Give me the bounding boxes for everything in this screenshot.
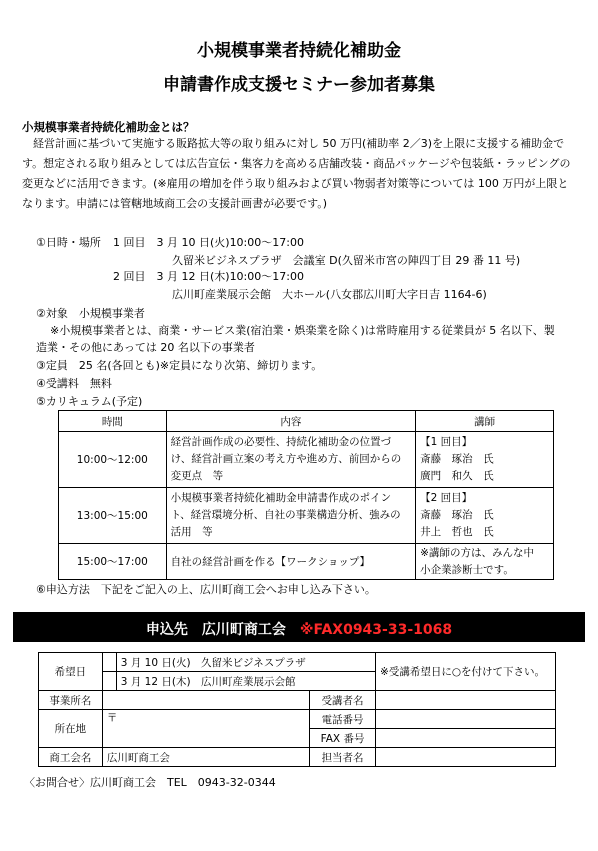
title-line2: 申請書作成支援セミナー参加者募集 (163, 75, 435, 95)
target-note1: ※小規模事業者とは、商業・サービス業(宿泊業・娯楽業を除く)は常時雇用する従業員が 5 名以下、製 (50, 324, 555, 337)
curriculum-time: 15:00～17:00 (59, 544, 167, 580)
curriculum-header-time: 時間 (59, 411, 167, 432)
schedule-session2-date: 2 回目 3 月 12 日(木)10:00～17:00 (113, 270, 304, 283)
schedule-session2-place: 広川町産業展示会館 大ホール(八女郡広川町大字日吉 1164-6) (172, 288, 487, 301)
lecturer-line: 斎藤 琢治 氏 (420, 509, 494, 521)
curriculum-lecturer (416, 544, 554, 580)
chamber-name-label: 商工会名 (39, 748, 103, 767)
curriculum-lecturer (416, 432, 554, 488)
phone-label: 電話番号 (310, 710, 376, 729)
lecturer-line: 井上 哲也 氏 (420, 526, 494, 538)
postal-mark: 〒 (106, 712, 118, 724)
fax-label: FAX 番号 (310, 729, 376, 748)
banner-text (13, 619, 585, 639)
hope-date-note: ※受講希望日に○を付けて下さい。 (376, 653, 556, 691)
address-label: 所在地 (39, 710, 103, 748)
hope-option2-label: 3 月 12 日(木) 広川町産業展示会館 (116, 672, 375, 691)
banner-label: 申込先 広川町商工会 (145, 622, 286, 638)
table-row (59, 432, 554, 488)
apply-method: ⑥申込方法 下記をご記入の上、広川町商工会へお申し込み下さい。 (36, 583, 376, 596)
attendee-name-label: 受講者名 (310, 691, 376, 710)
schedule-label: ①日時・場所 (36, 236, 101, 249)
lecturer-line: 【1 回目】 (420, 436, 473, 448)
hope-option2-check[interactable] (102, 672, 116, 691)
target-label: ②対象 小規模事業者 (36, 307, 145, 320)
curriculum-time: 10:00～12:00 (59, 432, 167, 488)
address-field[interactable] (102, 710, 309, 748)
hope-option1-label: 3 月 10 日(火) 久留米ビジネスプラザ (116, 653, 375, 672)
company-name-label: 事業所名 (39, 691, 103, 710)
curriculum-header-lecturer: 講師 (416, 411, 554, 432)
application-banner (13, 612, 585, 642)
footer-contact: 〈お問合せ〉広川町商工会 TEL 0943-32-0344 (24, 776, 276, 789)
lecturer-line: 【2 回目】 (420, 492, 473, 504)
fax-field[interactable] (376, 729, 556, 748)
curriculum-content: 経営計画作成の必要性、持続化補助金の位置づけ、経営計画立案の考え方や進め方、前回からの変更点 等 (166, 432, 416, 488)
application-form (38, 652, 556, 767)
curriculum-lecturer (416, 488, 554, 544)
hope-date-label: 希望日 (39, 653, 103, 691)
lecturer-line: 廣門 和久 氏 (420, 470, 494, 482)
lecturer-line: ※講師の方は、みんな中 (420, 546, 534, 559)
company-name-field[interactable] (102, 691, 309, 710)
curriculum-content: 小規模事業者持続化補助金申請書作成のポイント、経営環境分析、自社の事業構造分析、強みの活用 等 (166, 488, 416, 544)
attendee-name-field[interactable] (376, 691, 556, 710)
chamber-name-value: 広川町商工会 (102, 748, 309, 767)
schedule-session1-date: 1 回目 3 月 10 日(火)10:00～17:00 (113, 236, 304, 249)
capacity: ③定員 25 名(各回とも)※定員になり次第、締切ります。 (36, 359, 323, 372)
contact-person-label: 担当者名 (310, 748, 376, 767)
curriculum-content: 自社の経営計画を作る【ワークショップ】 (166, 544, 416, 580)
contact-person-field[interactable] (376, 748, 556, 767)
table-row (59, 544, 554, 580)
curriculum-header-row (59, 411, 554, 432)
phone-field[interactable] (376, 710, 556, 729)
curriculum-label: ⑤カリキュラム(予定) (36, 395, 143, 408)
intro-heading: 小規模事業者持続化補助金とは？ (22, 120, 195, 134)
lecturer-line: 斎藤 琢治 氏 (420, 453, 494, 465)
intro-body: 経営計画に基づいて実施する販路拡大等の取り組みに対し 50 万円(補助率 2／3)を上限に支援する補助金です。想定される取り組みとしては広告宣伝・集客力を高める店舗改装・商品パッケージや包装紙・ラッピングの変更などに活用できます。(※雇用の増加を伴う取り組みおよび買い物弱者対策等については 100 万円が上限となります。申請には管轄地域商工会の支援計画書が必要です。) (22, 137, 571, 210)
schedule-session1-place: 久留米ビジネスプラザ 会議室 D(久留米市宮の陣四丁目 29 番 11 号) (172, 254, 521, 267)
lecturer-line: 小企業診断士です。 (420, 563, 514, 576)
banner-fax: ※FAX0943-33-1068 (299, 622, 453, 638)
title-line1: 小規模事業者持続化補助金 (197, 41, 401, 61)
table-row (59, 488, 554, 544)
hope-option1-check[interactable] (102, 653, 116, 672)
curriculum-header-content: 内容 (166, 411, 416, 432)
curriculum-table (58, 410, 554, 580)
fee: ④受講料 無料 (36, 377, 112, 390)
target-note2: 造業・その他にあっては 20 名以下の事業者 (36, 341, 255, 354)
curriculum-time: 13:00～15:00 (59, 488, 167, 544)
